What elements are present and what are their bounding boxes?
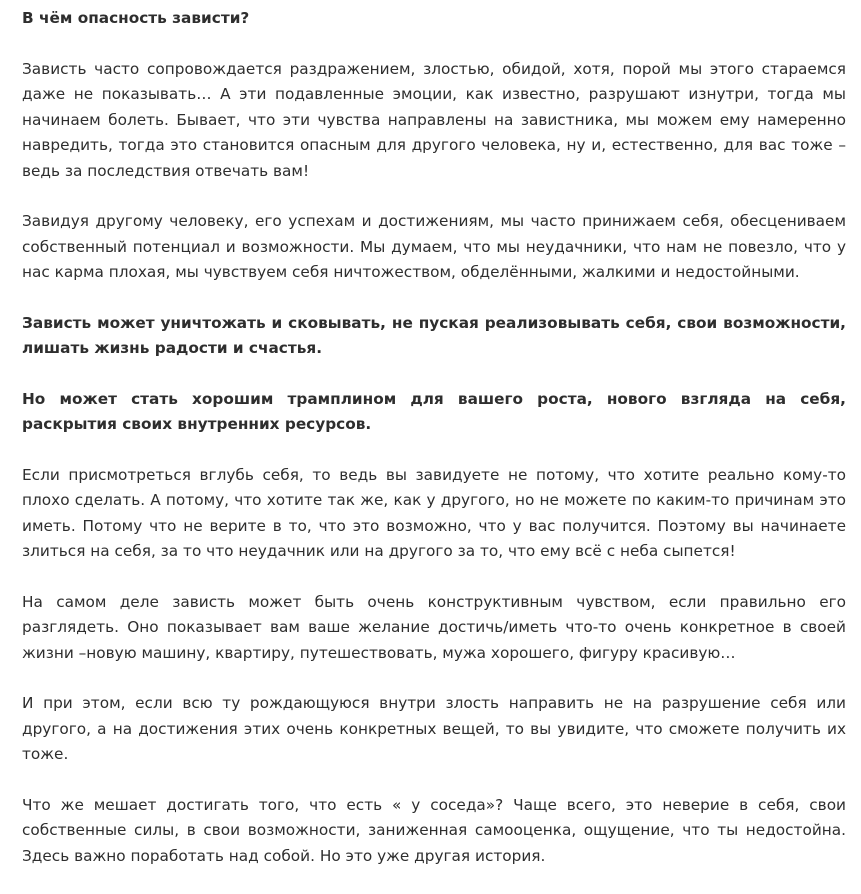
- paragraph-self-devaluation: Завидуя другому человеку, его успехам и достижениям, мы часто принижаем себя, обесцениваем собственный потенциал и возможности. Мы думаем, что мы неудачники, что нам не повезло, что у нас карма плохая, мы чувствуем себя ничтожеством, обделёнными, жалкими и недостойными.: [22, 212, 846, 281]
- paragraph-envy-springboard: Но может стать хорошим трамплином для вашего роста, нового взгляда на себя, раскрытия своих внутренних ресурсов.: [22, 389, 846, 433]
- article-heading: В чём опасность зависти?: [22, 9, 250, 27]
- paragraph-look-inside: Если присмотреться вглубь себя, то ведь вы завидуете не потому, что хотите реально кому-то плохо сделать. А потому, что хотите так же, как у другого, но не можете по каким-то причинам это иметь. Потому что не верите в то, что это возможно, что у вас получится. Поэтому вы начинаете злиться на себя, за то что неудачник или на другого за то, что ему всё с неба сыпется!: [22, 465, 846, 560]
- paragraph-what-prevents: Что же мешает достигать того, что есть « у соседа»? Чаще всего, это неверие в себя, свои собственные силы, в свои возможности, заниженная самооценка, ощущение, что ты недостойна. Здесь важно поработать над собой. Но это уже другая история.: [22, 795, 846, 865]
- paragraph-redirect-anger: И при этом, если всю ту рождающуюся внутри злость направить не на разрушение себя или другого, а на достижения этих очень конкретных вещей, то вы увидите, что сможете получить их тоже.: [22, 694, 846, 763]
- paragraph-envy-destroys: Зависть может уничтожать и сковывать, не пуская реализовывать себя, свои возможности, лишать жизнь радости и счастья.: [22, 313, 846, 357]
- article: [22, 6, 846, 894]
- paragraph-envy-emotions: Зависть часто сопровождается раздражением, злостью, обидой, хотя, порой мы этого стараемся даже не показывать… А эти подавленные эмоции, как известно, разрушают изнутри, тогда мы начинаем болеть. Бывает, что эти чувства направлены на завистника, мы можем ему намеренно навредить, тогда это становится опасным для другого человека, ну и, естественно, для вас тоже –ведь за последствия отвечать вам!: [22, 59, 846, 180]
- paragraph-constructive-feeling: На самом деле зависть может быть очень конструктивным чувством, если правильно его разглядеть. Оно показывает вам ваше желание достичь/иметь что-то очень конкретное в своей жизни –новую машину, квартиру, путешествовать, мужа хорошего, фигуру красивую…: [22, 592, 846, 662]
